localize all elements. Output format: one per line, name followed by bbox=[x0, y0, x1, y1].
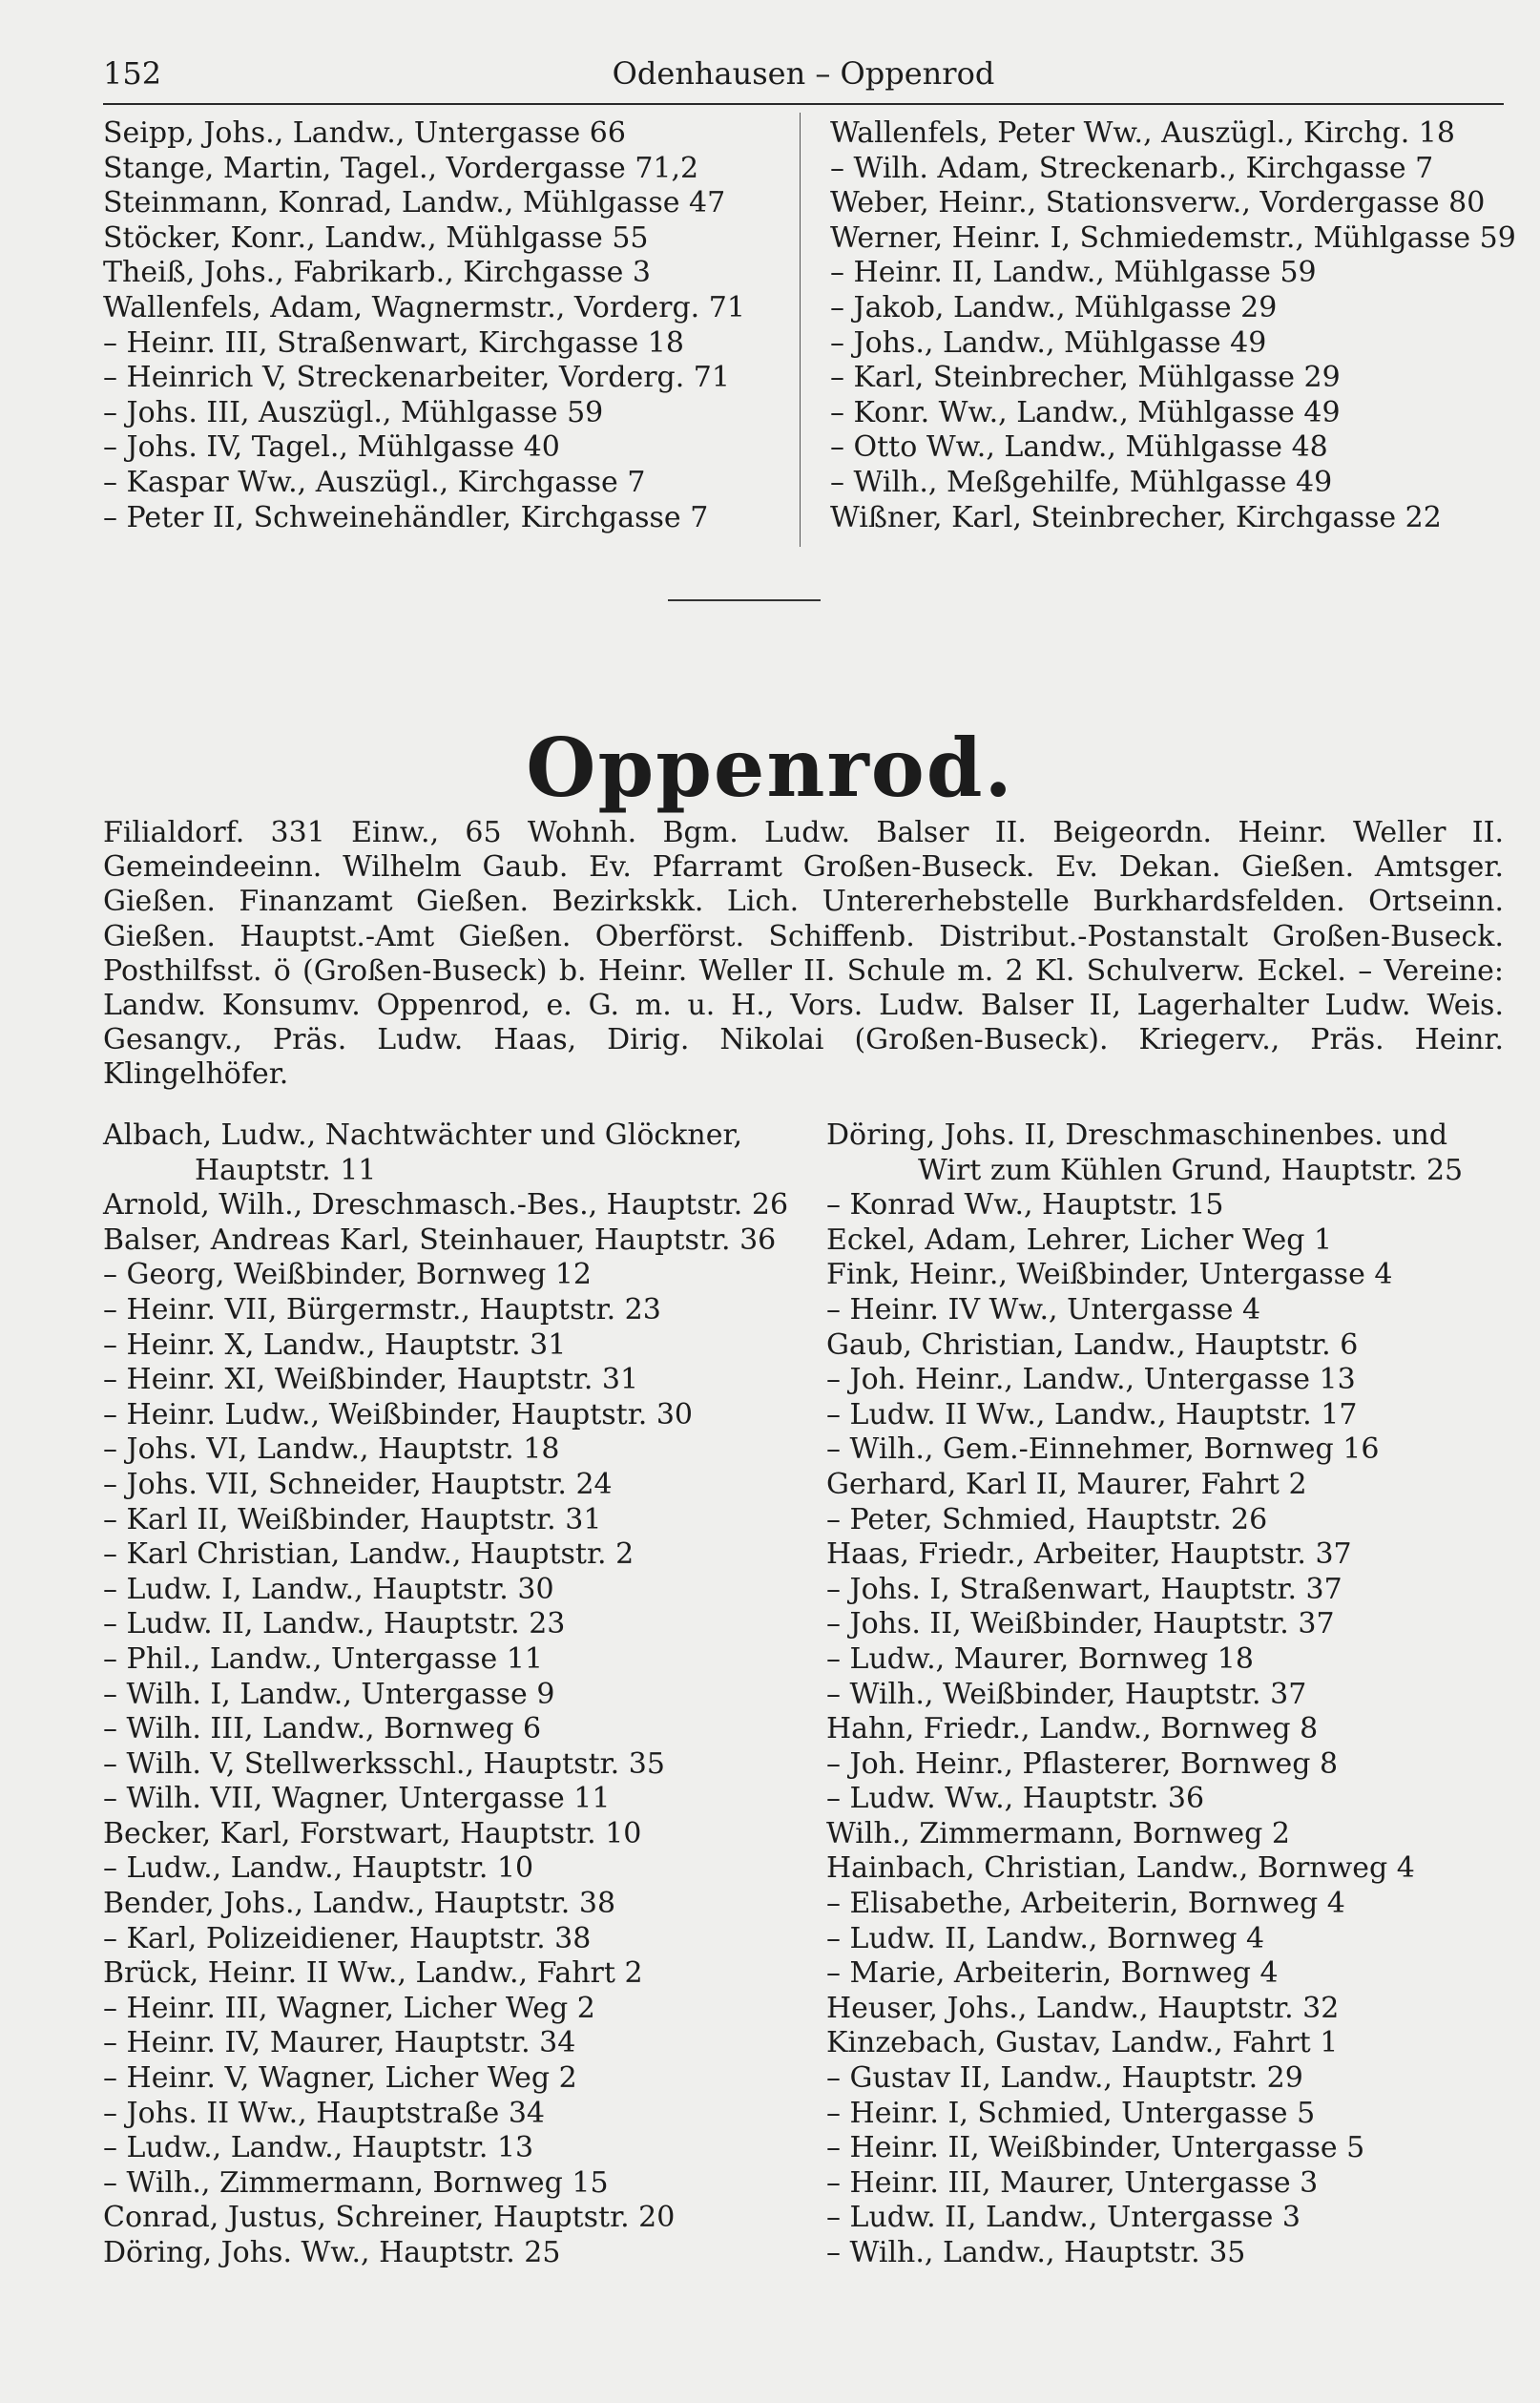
column-divider bbox=[800, 113, 801, 547]
directory-entry: – Karl, Steinbrecher, Mühlgasse 29 bbox=[830, 361, 1341, 395]
directory-entry: – Johs. II, Weißbinder, Hauptstr. 37 bbox=[826, 1607, 1335, 1641]
directory-entry: – Wilh. Adam, Streckenarb., Kirchgasse 7 bbox=[830, 151, 1434, 185]
directory-entry: – Gustav II, Landw., Hauptstr. 29 bbox=[826, 2061, 1303, 2096]
directory-entry: – Johs., Landw., Mühlgasse 49 bbox=[830, 325, 1267, 360]
directory-entry: Steinmann, Konrad, Landw., Mühlgasse 47 bbox=[103, 186, 726, 220]
directory-entry: – Elisabethe, Arbeiterin, Bornweg 4 bbox=[826, 1887, 1345, 1921]
directory-entry: – Johs. II Ww., Hauptstraße 34 bbox=[103, 2096, 546, 2130]
top-right-column bbox=[830, 116, 1516, 535]
directory-entry: – Heinr. X, Landw., Hauptstr. 31 bbox=[103, 1327, 567, 1362]
directory-entry: – Kaspar Ww., Auszügl., Kirchgasse 7 bbox=[103, 465, 646, 499]
directory-entry: Wallenfels, Adam, Wagnermstr., Vorderg. 71 bbox=[103, 290, 745, 324]
directory-entry: – Heinr. I, Schmied, Untergasse 5 bbox=[826, 2096, 1316, 2130]
directory-entry: Seipp, Johs., Landw., Untergasse 66 bbox=[103, 116, 626, 150]
directory-entry: Weber, Heinr., Stationsverw., Vordergasse 80 bbox=[830, 186, 1486, 220]
directory-entry: – Otto Ww., Landw., Mühlgasse 48 bbox=[830, 430, 1328, 465]
directory-entry: – Heinr. III, Maurer, Untergasse 3 bbox=[826, 2165, 1319, 2200]
top-left-column bbox=[103, 116, 745, 535]
directory-entry: Wißner, Karl, Steinbrecher, Kirchgasse 22 bbox=[830, 500, 1442, 534]
directory-entry: – Johs. VI, Landw., Hauptstr. 18 bbox=[103, 1432, 560, 1467]
directory-entry: – Ludw., Landw., Hauptstr. 10 bbox=[103, 1851, 534, 1886]
directory-entry: Hauptstr. 11 bbox=[195, 1153, 377, 1187]
directory-entry: – Heinr. VII, Bürgermstr., Hauptstr. 23 bbox=[103, 1292, 661, 1327]
directory-entry: – Wilh., Weißbinder, Hauptstr. 37 bbox=[826, 1677, 1307, 1711]
directory-entry: – Karl, Polizeidiener, Hauptstr. 38 bbox=[103, 1921, 592, 1955]
directory-entry: – Heinr. V, Wagner, Licher Weg 2 bbox=[103, 2061, 577, 2096]
directory-entry: – Phil., Landw., Untergasse 11 bbox=[103, 1641, 544, 1676]
directory-entry: – Georg, Weißbinder, Bornweg 12 bbox=[103, 1258, 593, 1292]
directory-entry: Becker, Karl, Forstwart, Hauptstr. 10 bbox=[103, 1816, 642, 1850]
directory-entry: Brück, Heinr. II Ww., Landw., Fahrt 2 bbox=[103, 1956, 643, 1991]
directory-entry: – Wilh. III, Landw., Bornweg 6 bbox=[103, 1712, 542, 1746]
directory-entry: – Heinr. III, Straßenwart, Kirchgasse 18 bbox=[103, 325, 684, 360]
directory-entry: Wirt zum Kühlen Grund, Hauptstr. 25 bbox=[918, 1153, 1464, 1187]
page-number: 152 bbox=[103, 55, 162, 92]
directory-entry: Gerhard, Karl II, Maurer, Fahrt 2 bbox=[826, 1467, 1307, 1501]
directory-entry: – Johs. III, Auszügl., Mühlgasse 59 bbox=[103, 395, 604, 429]
directory-entry: – Karl Christian, Landw., Hauptstr. 2 bbox=[103, 1537, 635, 1572]
directory-entry: Stange, Martin, Tagel., Vordergasse 71,2 bbox=[103, 151, 699, 185]
directory-entry: Bender, Johs., Landw., Hauptstr. 38 bbox=[103, 1887, 616, 1921]
bottom-right-column bbox=[826, 1118, 1463, 2271]
directory-entry: Wilh., Zimmermann, Bornweg 2 bbox=[826, 1816, 1290, 1850]
directory-entry: – Johs. VII, Schneider, Hauptstr. 24 bbox=[103, 1467, 613, 1501]
directory-entry: – Wilh. VII, Wagner, Untergasse 11 bbox=[103, 1782, 611, 1816]
directory-entry: – Johs. I, Straßenwart, Hauptstr. 37 bbox=[826, 1572, 1342, 1606]
directory-entry: – Wilh., Gem.-Einnehmer, Bornweg 16 bbox=[826, 1432, 1380, 1467]
directory-entry: – Heinr. IV, Maurer, Hauptstr. 34 bbox=[103, 2026, 576, 2060]
running-title: Odenhausen – Oppenrod bbox=[612, 55, 995, 92]
directory-entry: Gaub, Christian, Landw., Hauptstr. 6 bbox=[826, 1327, 1359, 1362]
directory-entry: Stöcker, Konr., Landw., Mühlgasse 55 bbox=[103, 220, 649, 255]
directory-entry: – Wilh., Zimmermann, Bornweg 15 bbox=[103, 2165, 609, 2200]
directory-entry: – Peter, Schmied, Hauptstr. 26 bbox=[826, 1502, 1268, 1536]
directory-entry: Werner, Heinr. I, Schmiedemstr., Mühlgasse 59 bbox=[830, 220, 1516, 255]
directory-entry: – Ludw., Maurer, Bornweg 18 bbox=[826, 1641, 1254, 1676]
directory-entry: Theiß, Johs., Fabrikarb., Kirchgasse 3 bbox=[103, 256, 651, 290]
directory-entry: – Heinr. Ludw., Weißbinder, Hauptstr. 30 bbox=[103, 1397, 694, 1431]
section-rule bbox=[668, 599, 821, 601]
directory-entry: – Konrad Ww., Hauptstr. 15 bbox=[826, 1188, 1224, 1222]
directory-entry: – Heinr. II, Landw., Mühlgasse 59 bbox=[830, 256, 1317, 290]
directory-entry: – Heinr. II, Weißbinder, Untergasse 5 bbox=[826, 2131, 1365, 2165]
directory-entry: Balser, Andreas Karl, Steinhauer, Hauptstr. 36 bbox=[103, 1222, 777, 1257]
directory-entry: Hahn, Friedr., Landw., Bornweg 8 bbox=[826, 1712, 1319, 1746]
directory-entry: Conrad, Justus, Schreiner, Hauptstr. 20 bbox=[103, 2201, 676, 2235]
directory-entry: Wallenfels, Peter Ww., Auszügl., Kirchg. 18 bbox=[830, 116, 1455, 150]
section-title: Oppenrod. bbox=[526, 721, 1014, 815]
directory-entry: – Konr. Ww., Landw., Mühlgasse 49 bbox=[830, 395, 1341, 429]
directory-entry: Döring, Johs. II, Dreschmaschinenbes. und bbox=[826, 1118, 1448, 1152]
directory-entry: Heuser, Johs., Landw., Hauptstr. 32 bbox=[826, 1991, 1340, 2025]
directory-entry: – Peter II, Schweinehändler, Kirchgasse 7 bbox=[103, 500, 709, 534]
directory-entry: – Heinr. IV Ww., Untergasse 4 bbox=[826, 1292, 1261, 1327]
directory-entry: Kinzebach, Gustav, Landw., Fahrt 1 bbox=[826, 2026, 1339, 2060]
directory-entry: – Joh. Heinr., Pflasterer, Bornweg 8 bbox=[826, 1746, 1339, 1781]
directory-entry: – Joh. Heinr., Landw., Untergasse 13 bbox=[826, 1363, 1356, 1397]
directory-entry: – Wilh., Landw., Hauptstr. 35 bbox=[826, 2236, 1246, 2269]
directory-entry: Döring, Johs. Ww., Hauptstr. 25 bbox=[103, 2236, 561, 2269]
directory-entry: – Wilh., Meßgehilfe, Mühlgasse 49 bbox=[830, 465, 1333, 499]
directory-entry: – Jakob, Landw., Mühlgasse 29 bbox=[830, 290, 1278, 324]
directory-entry: – Ludw. II, Landw., Hauptstr. 23 bbox=[103, 1607, 566, 1641]
intro-paragraph: Filialdorf. 331 Einw., 65 Wohnh. Bgm. Ludw. Balser II. Beigeordn. Heinr. Weller II. Gemeindeeinn. Wilhelm Gaub. Ev. Pfarramt Großen-Buseck. Ev. Dekan. Gießen. Amtsger. Gießen. Finanzamt Gießen. Bezirkskk. Lich. Untererhebstelle Burkhardsfelden. Ortseinn. Gießen. Hauptst.-Amt Gießen. Oberförst. Schiffenb. Distribut.-Postanstalt Großen-Buseck. Posthilfsst. ö (Großen-Buseck) b. Heinr. Weller II. Schule m. 2 Kl. Schulverw. Eckel. – Vereine: Landw. Konsumv. Oppenrod, e. G. m. u. H., Vors. Ludw. Balser II, Lagerhalter Ludw. Weis. Gesangv., Präs. Ludw. Haas, Dirig. Nikolai (Großen-Buseck). Kriegerv., Präs. Heinr. Klingelhöfer. bbox=[103, 816, 1504, 1092]
directory-entry: – Ludw., Landw., Hauptstr. 13 bbox=[103, 2131, 534, 2165]
directory-entry: – Marie, Arbeiterin, Bornweg 4 bbox=[826, 1956, 1279, 1991]
directory-entry: – Heinr. XI, Weißbinder, Hauptstr. 31 bbox=[103, 1363, 639, 1397]
directory-entry: – Wilh. V, Stellwerksschl., Hauptstr. 35 bbox=[103, 1746, 665, 1781]
directory-entry: – Ludw. I, Landw., Hauptstr. 30 bbox=[103, 1572, 554, 1606]
directory-entry: Fink, Heinr., Weißbinder, Untergasse 4 bbox=[826, 1258, 1393, 1292]
directory-entry: Eckel, Adam, Lehrer, Licher Weg 1 bbox=[826, 1222, 1333, 1257]
directory-entry: – Heinrich V, Streckenarbeiter, Vorderg. 71 bbox=[103, 361, 730, 395]
directory-entry: – Johs. IV, Tagel., Mühlgasse 40 bbox=[103, 430, 560, 465]
directory-entry: Albach, Ludw., Nachtwächter und Glöckner, bbox=[103, 1118, 743, 1152]
page-header bbox=[103, 50, 1504, 105]
directory-entry: Haas, Friedr., Arbeiter, Hauptstr. 37 bbox=[826, 1537, 1352, 1572]
directory-entry: – Ludw. II Ww., Landw., Hauptstr. 17 bbox=[826, 1397, 1358, 1431]
directory-entry: – Wilh. I, Landw., Untergasse 9 bbox=[103, 1677, 555, 1711]
directory-entry: Hainbach, Christian, Landw., Bornweg 4 bbox=[826, 1851, 1415, 1886]
directory-entry: – Ludw. II, Landw., Untergasse 3 bbox=[826, 2201, 1301, 2235]
directory-entry: – Ludw. Ww., Hauptstr. 36 bbox=[826, 1782, 1205, 1816]
directory-entry: – Heinr. III, Wagner, Licher Weg 2 bbox=[103, 1991, 595, 2025]
directory-entry: – Ludw. II, Landw., Bornweg 4 bbox=[826, 1921, 1265, 1955]
directory-entry: – Karl II, Weißbinder, Hauptstr. 31 bbox=[103, 1502, 602, 1536]
directory-entry: Arnold, Wilh., Dreschmasch.-Bes., Hauptstr. 26 bbox=[103, 1188, 789, 1222]
bottom-left-column bbox=[103, 1118, 788, 2271]
